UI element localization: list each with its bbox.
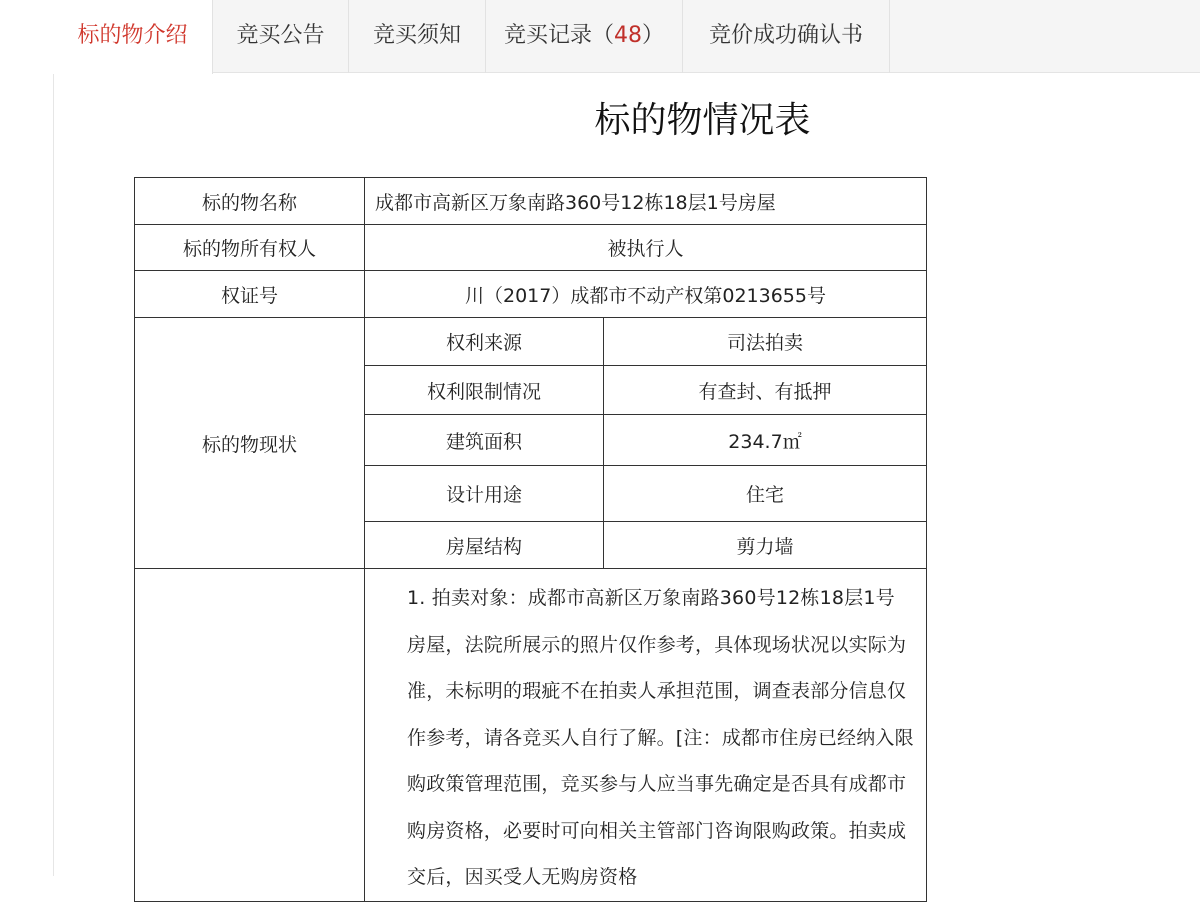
row-label: 标的物所有权人 — [135, 225, 365, 271]
row-label: 标的物现状 — [135, 318, 365, 569]
page-title: 标的物情况表 — [594, 100, 811, 141]
tab-bid-records[interactable] — [486, 0, 683, 73]
status-value: 有查封、有抵押 — [604, 366, 927, 415]
status-label: 权利限制情况 — [365, 366, 604, 415]
bid-count-badge: 48 — [614, 23, 642, 48]
tab-label: 竞买记录 — [503, 23, 592, 48]
tab-paren-close: ） — [642, 23, 665, 48]
certificate-number-value: 川（2017）成都市不动产权第0213655号 — [365, 271, 927, 318]
status-label: 设计用途 — [365, 466, 604, 522]
tab-success-confirmation[interactable] — [683, 0, 890, 73]
table-row — [135, 569, 927, 902]
subject-name-value: 成都市高新区万象南路360号12栋18层1号房屋 — [365, 178, 927, 225]
table-row — [135, 178, 927, 225]
tab-label: 竞价成功确认书 — [708, 23, 863, 48]
notes-text: 1. 拍卖对象：成都市高新区万象南路360号12栋18层1号房屋，法院所展示的照片仅作参考，具体现场状况以实际为准，未标明的瑕疵不在拍卖人承担范围，调查表部分信息仅作参考，请各竞买人自行了解。[注：成都市住房已经纳入限购政策管理范围，竞买参与人应当事先确定是否具有成都市购房资格，必要时可向相关主管部门咨询限购政策。拍卖成交后，因买受人无购房资格 — [407, 587, 914, 888]
status-label: 房屋结构 — [365, 522, 604, 569]
tab-label: 竞买须知 — [372, 23, 461, 48]
tab-item-intro[interactable] — [53, 0, 213, 74]
row-label: 权证号 — [135, 271, 365, 318]
status-value: 剪力墙 — [604, 522, 927, 569]
status-value: 住宅 — [604, 466, 927, 522]
tab-label: 竞买公告 — [236, 23, 325, 48]
notes-label-cell — [135, 569, 365, 902]
row-label: 标的物名称 — [135, 178, 365, 225]
status-label: 权利来源 — [365, 318, 604, 366]
owner-value: 被执行人 — [365, 225, 927, 271]
status-value: 234.7㎡ — [604, 415, 927, 466]
status-label: 建筑面积 — [365, 415, 604, 466]
status-value: 司法拍卖 — [604, 318, 927, 366]
table-row — [135, 225, 927, 271]
tab-paren-open: （ — [591, 23, 614, 48]
table-row — [135, 271, 927, 318]
tab-announcement[interactable] — [213, 0, 349, 73]
subject-info-table — [134, 177, 927, 902]
tab-bar — [53, 0, 1200, 73]
table-row — [135, 318, 927, 366]
tab-bidding-notice[interactable] — [349, 0, 486, 73]
notes-cell — [365, 569, 927, 902]
tab-label: 标的物介绍 — [77, 23, 188, 48]
